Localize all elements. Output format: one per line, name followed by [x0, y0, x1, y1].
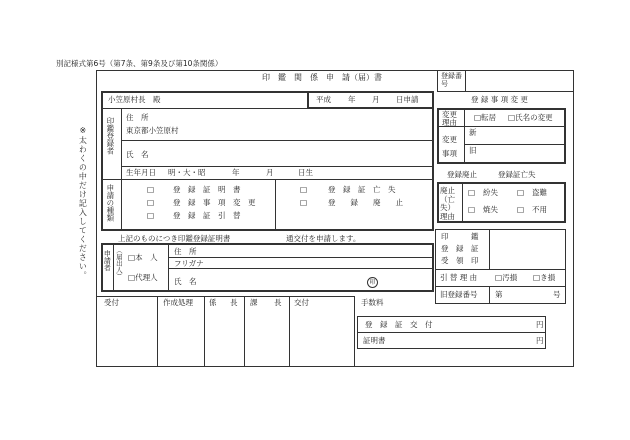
registration-number-label: 登録番号 — [441, 72, 462, 88]
office-col-issue: 交付 — [294, 298, 309, 307]
old-number-prefix: 第 — [495, 290, 503, 299]
applicant-address-label: 住 所 — [174, 247, 197, 256]
checkbox-burned[interactable]: □ — [468, 205, 476, 214]
registrant-address-label: 住 所 — [126, 113, 149, 122]
birth-label: 生年月日 — [126, 168, 156, 177]
checkbox-cert[interactable]: □ — [147, 185, 155, 194]
fee-row-cert-label: 証明書 — [363, 336, 386, 345]
birth-year: 年 — [232, 168, 240, 177]
reason-stolen: 盗難 — [532, 188, 547, 197]
receipt-label-3: 受 領 印 — [441, 256, 479, 265]
change-items-label: 変更事項 — [442, 135, 457, 159]
fee-row-card-unit: 円 — [536, 320, 544, 329]
abolition-reason-label: 廃止（亡失）理由 — [440, 186, 455, 221]
option-abolish: 登 録 廃 止 — [328, 198, 403, 207]
change-reason-move[interactable]: □転居 — [474, 113, 497, 122]
date-era: 平成 — [316, 95, 331, 104]
office-col-chief2: 長 — [274, 298, 282, 307]
abolition-title-right: 登録証亡失 — [498, 170, 536, 179]
applicant-sub-label: （届出人） — [114, 247, 123, 280]
applicant-name-label: 氏 名 — [174, 277, 197, 286]
birth-era: 明・大・昭 — [168, 168, 206, 177]
abolition-title-left: 登録廃止 — [447, 170, 477, 179]
office-col-chief1: 長 — [230, 298, 238, 307]
form-number: 別記様式第6号（第7条、第9条及び第10条関係） — [56, 59, 223, 68]
option-certificate: 登 録 証 明 書 — [173, 185, 241, 194]
date-month: 月 — [372, 95, 380, 104]
request-line-left: 上記のものにつき印鑑登録証明書 — [118, 234, 231, 243]
old-number-suffix: 号 — [553, 290, 561, 299]
office-col-section: 課 — [250, 298, 258, 307]
office-col-reception: 受付 — [104, 298, 119, 307]
birth-month: 月 — [266, 168, 274, 177]
exchange-dirty[interactable]: □汚損 — [495, 273, 518, 282]
applicant-proxy-option[interactable]: □代理人 — [128, 273, 158, 282]
applicant-self-option[interactable]: □本 人 — [128, 253, 158, 262]
applicant-label: 申請者 — [103, 250, 112, 271]
checkbox-lost-reason[interactable]: □ — [468, 188, 476, 197]
fee-row-cert-unit: 円 — [536, 336, 544, 345]
application-type-label: 申請の種類 — [105, 184, 115, 222]
checkbox-stolen[interactable]: □ — [517, 188, 525, 197]
option-change: 登 録 事 項 変 更 — [173, 198, 256, 207]
form-title: 印 鑑 関 係 申 請（届）書 — [262, 73, 382, 82]
receipt-label-1: 印 鑑 — [441, 232, 479, 241]
receipt-label-2: 登 録 証 — [441, 244, 479, 253]
addressee: 小笠原村長 殿 — [108, 95, 161, 104]
birth-day: 日生 — [298, 168, 313, 177]
date-day: 日申請 — [396, 95, 419, 104]
applicant-furigana-label: フリガナ — [174, 259, 204, 268]
seal-mark: 印 — [367, 277, 378, 288]
request-line-right: 通交付を申請します。 — [286, 234, 361, 243]
checkbox-lost[interactable]: □ — [300, 185, 308, 194]
office-col-staff: 係 — [209, 298, 217, 307]
change-reason-label: 変更理由 — [442, 110, 457, 128]
date-year: 年 — [348, 95, 356, 104]
checkbox-unneeded[interactable]: □ — [517, 205, 525, 214]
registrant-address-value[interactable]: 東京都小笠原村 — [126, 126, 179, 135]
change-old-label: 旧 — [469, 146, 477, 155]
option-exchange: 登 録 証 引 替 — [173, 211, 241, 220]
fee-title: 手数料 — [361, 298, 384, 307]
reason-lost: 紛失 — [483, 188, 498, 197]
reason-unneeded: 不用 — [532, 205, 547, 214]
registration-number-field[interactable] — [470, 74, 570, 88]
change-new-label: 新 — [469, 128, 477, 137]
registrant-name-label: 氏 名 — [126, 150, 149, 159]
side-note: ※太わくの中だけ記入してください。 — [78, 126, 88, 280]
exchange-reason-label: 引 替 理 由 — [440, 273, 478, 282]
fee-row-card-label: 登 録 証 交 付 — [365, 320, 433, 329]
option-lost: 登 録 証 亡 失 — [328, 185, 396, 194]
change-reason-name[interactable]: □氏名の変更 — [508, 113, 553, 122]
reason-burned: 焼失 — [483, 205, 498, 214]
change-title: 登 録 事 項 変 更 — [471, 95, 528, 104]
exchange-damaged[interactable]: □き損 — [533, 273, 556, 282]
registrant-section-label: 印鑑登録者 — [105, 117, 115, 155]
checkbox-exchange[interactable]: □ — [147, 211, 155, 220]
office-col-processing: 作成処理 — [163, 298, 193, 307]
checkbox-change[interactable]: □ — [147, 198, 155, 207]
main-thick-box — [101, 91, 434, 231]
checkbox-abolish[interactable]: □ — [300, 198, 308, 207]
old-number-label: 旧登録番号 — [440, 290, 478, 299]
